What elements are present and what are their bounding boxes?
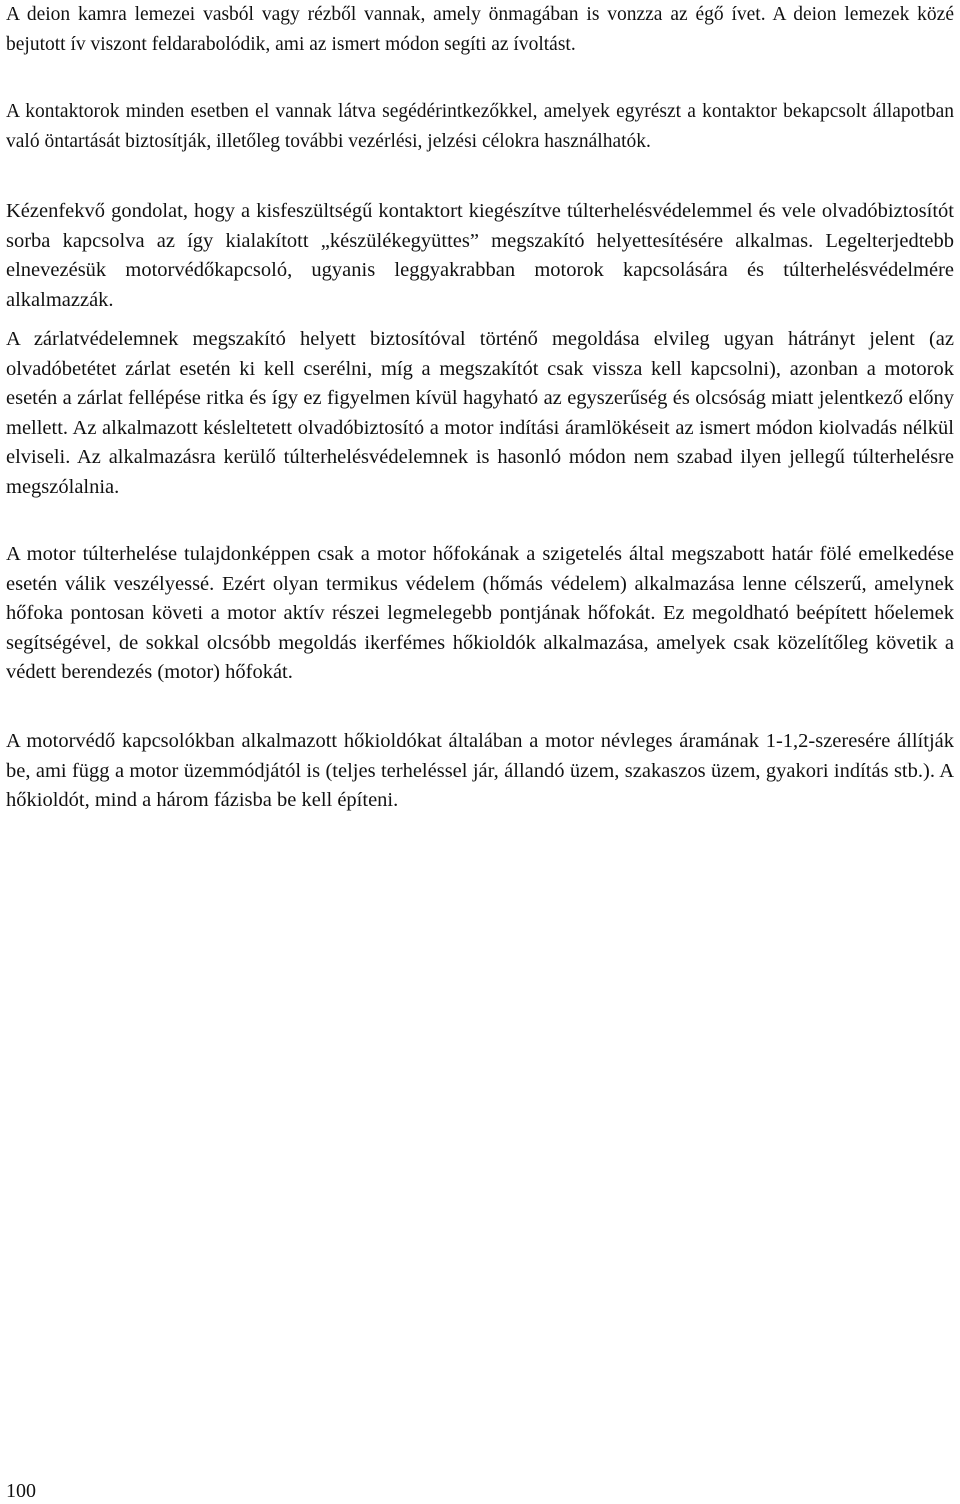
paragraph-thermal-protection: A motor túlterhelése tulajdonképpen csak a motor hőfokának a szigetelés által megszabott határ fölé emelkedése esetén válik veszélyessé. Ezért olyan termikus védelem (hőmás védelem) alkalmazása lenne célszerű, amelynek hőfoka pontosan követi a motor aktív részei legmelegebb pontjának hőfokát. Ez megoldható beépített hőelemek segítségével, de sokkal olcsóbb megoldás ikerfémes hőkioldók alkalmazása, amelyek csak közelítőleg követik a védett berendezés (motor) hőfokát. (6, 543, 954, 683)
paragraph-motor-protection-switch: Kézenfekvő gondolat, hogy a kisfeszültségű kontaktort kiegészítve túlterhelésvédelemmel és vele olvadóbiztosítót sorba kapcsolva az így kialakított „készülékegyüttes” megszakító helyettesítésére alkalmas. Legelterjedtebb elnevezésük motorvédőkapcsoló, ugyanis leggyakrabban motorok kapcsolására és túlterhelésvédelmére alkalmazzák. (6, 200, 954, 311)
paragraph-auxiliary-contacts: A kontaktorok minden esetben el vannak látva segédérintkezőkkel, amelyek egyrészt a kontaktor bekapcsolt állapotban való öntartását biztosítják, illetőleg további vezérlési, jelzési célokra használhatók. (6, 101, 954, 152)
paragraph-thermal-release-setting: A motorvédő kapcsolókban alkalmazott hőkioldókat általában a motor névleges áramának 1-1,2-szeresére állítják be, ami függ a motor üzemmódjától is (teljes terheléssel jár, állandó üzem, szakaszos üzem, gyakori indítás stb.). A hőkioldót, mind a három fázisba be kell építeni. (6, 730, 954, 811)
paragraph-deion-chamber: A deion kamra lemezei vasból vagy rézből vannak, amely önmagában is vonzza az égő ívet. A deion lemezek közé bejutott ív viszont feldarabolódik, ami az ismert módon segíti az ívoltást. (6, 4, 954, 55)
paragraph-short-circuit-protection: A zárlatvédelemnek megszakító helyett biztosítóval történő megoldása elvileg ugyan hátrányt jelent (az olvadóbetétet zárlat esetén ki kell cserélni, míg a megszakítót csak vissza kell kapcsolni), azonban a motorok esetén a zárlat fellépése ritka és így ez figyelmen kívül hagyható az egyszerűség és olcsóság miatt jelentkező előny mellett. Az alkalmazott késleltetett olvadóbiztosító a motor indítási áramlökéseit az ismert módon kiolvadás nélkül elviseli. Az alkalmazásra kerülő túlterhelésvédelemnek is hasonló módon nem szabad ilyen jellegű túlterhelésre megszólalnia. (6, 328, 954, 498)
page-number: 100 (6, 1480, 36, 1502)
